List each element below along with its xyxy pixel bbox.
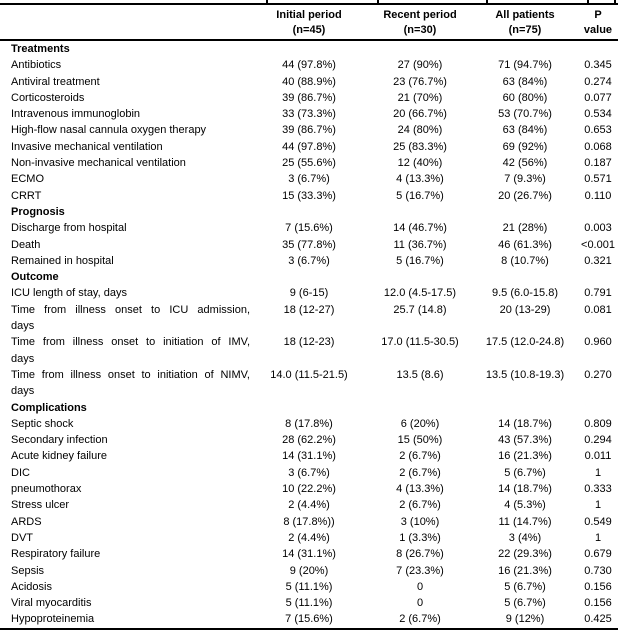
all-patients-value: 46 (61.3%) bbox=[498, 238, 552, 251]
initial-period-value: 7 (15.6%) bbox=[285, 613, 333, 626]
section-header-row bbox=[0, 400, 618, 416]
recent-period-value: 23 (76.7%) bbox=[393, 75, 447, 88]
initial-period-value: 3 (6.7%) bbox=[288, 254, 330, 267]
all-patients-value: 69 (92%) bbox=[502, 140, 548, 153]
row-label: Time from illness onset to initiation of NIMV, bbox=[11, 368, 250, 381]
recent-period-value: 11 (36.7%) bbox=[393, 238, 447, 251]
recent-period-value: 13.5 (8.6) bbox=[396, 368, 444, 381]
p-value: <0.001 bbox=[581, 238, 615, 251]
row-label: ICU length of stay, days bbox=[11, 287, 127, 300]
p-value: 0.081 bbox=[584, 303, 612, 316]
row-label: Secondary infection bbox=[11, 434, 108, 447]
section-title: Prognosis bbox=[11, 205, 65, 218]
table-row bbox=[0, 514, 618, 530]
row-label: Remained in hospital bbox=[11, 254, 114, 267]
all-patients-value: 14 (18.7%) bbox=[498, 483, 552, 496]
recent-period-value: 5 (16.7%) bbox=[396, 189, 444, 202]
initial-period-value: 10 (22.2%) bbox=[282, 483, 336, 496]
initial-period-value: 18 (12-27) bbox=[283, 303, 335, 316]
all-patients-value: 7 (9.3%) bbox=[504, 173, 546, 186]
initial-period-value: 14 (31.1%) bbox=[282, 450, 336, 463]
all-patients-value: 20 (26.7%) bbox=[498, 189, 552, 202]
initial-period-value: 7 (15.6%) bbox=[285, 222, 333, 235]
section-header-row bbox=[0, 269, 618, 285]
recent-period-value: 0 bbox=[416, 597, 424, 610]
initial-period-value: 39 (86.7%) bbox=[282, 124, 336, 137]
recent-period-value: 0 bbox=[416, 580, 424, 593]
recent-period-value: 25 (83.3%) bbox=[393, 140, 447, 153]
all-patients-value: 11 (14.7%) bbox=[498, 515, 552, 528]
recent-period-value: 2 (6.7%) bbox=[399, 466, 441, 479]
p-value: 0.960 bbox=[584, 336, 612, 349]
section-title: Outcome bbox=[11, 271, 59, 284]
p-value: 0.425 bbox=[584, 613, 612, 626]
all-patients-value: 5 (6.7%) bbox=[504, 597, 546, 610]
recent-period-value: 27 (90%) bbox=[397, 59, 443, 72]
table-row bbox=[0, 595, 618, 611]
row-label: Death bbox=[11, 238, 41, 251]
p-value: 0.003 bbox=[584, 222, 612, 235]
p-value: 1 bbox=[594, 466, 602, 479]
recent-period-value: 17.0 (11.5-30.5) bbox=[381, 336, 459, 349]
initial-period-value: 14.0 (11.5-21.5) bbox=[270, 368, 348, 381]
recent-period-value: 21 (70%) bbox=[397, 91, 443, 104]
row-label: Respiratory failure bbox=[11, 548, 101, 561]
initial-period-value: 5 (11.1%) bbox=[285, 597, 333, 610]
row-label: Time from illness onset to ICU admission, bbox=[11, 303, 250, 316]
all-patients-value: 16 (21.3%) bbox=[498, 450, 552, 463]
recent-period-value: 6 (20%) bbox=[400, 417, 440, 430]
section-title: Treatments bbox=[11, 43, 70, 55]
initial-period-value: 9 (6-15) bbox=[289, 287, 329, 300]
all-patients-value: 53 (70.7%) bbox=[498, 108, 552, 121]
initial-period-value: 3 (6.7%) bbox=[288, 466, 330, 479]
recent-period-value: 24 (80%) bbox=[397, 124, 443, 137]
initial-period-value: 2 (4.4%) bbox=[288, 531, 330, 544]
p-value: 0.791 bbox=[584, 287, 612, 300]
all-patients-value: 13.5 (10.8-19.3) bbox=[485, 368, 565, 381]
row-label: CRRT bbox=[11, 189, 42, 202]
table-row bbox=[0, 563, 618, 579]
all-patients-value: 63 (84%) bbox=[502, 75, 548, 88]
header-line1: All patients bbox=[495, 9, 555, 21]
recent-period-value: 1 (3.3%) bbox=[399, 531, 441, 544]
recent-period-value: 2 (6.7%) bbox=[399, 499, 441, 512]
p-value: 0.156 bbox=[584, 580, 612, 593]
recent-period-value: 2 (6.7%) bbox=[399, 450, 441, 463]
all-patients-value: 5 (6.7%) bbox=[504, 466, 546, 479]
header-line2: (n=45) bbox=[292, 23, 326, 36]
header-initial-period bbox=[250, 4, 368, 40]
table-row bbox=[0, 334, 618, 367]
section-title: Complications bbox=[11, 401, 87, 414]
row-label: Viral myocarditis bbox=[11, 597, 92, 610]
p-value: 0.270 bbox=[584, 368, 612, 381]
table-row bbox=[0, 367, 618, 400]
p-value: 0.333 bbox=[584, 483, 612, 496]
p-value: 0.068 bbox=[584, 140, 612, 153]
all-patients-value: 22 (29.3%) bbox=[498, 548, 552, 561]
initial-period-value: 44 (97.8%) bbox=[282, 59, 336, 72]
recent-period-value: 20 (66.7%) bbox=[393, 108, 447, 121]
table-row bbox=[0, 139, 618, 155]
initial-period-value: 15 (33.3%) bbox=[282, 189, 336, 202]
p-value: 0.077 bbox=[584, 91, 612, 104]
all-patients-value: 20 (13-29) bbox=[499, 303, 551, 316]
table-row bbox=[0, 90, 618, 106]
recent-period-value: 5 (16.7%) bbox=[396, 254, 444, 267]
header-line1: Recent period bbox=[383, 9, 457, 21]
row-label: Non-invasive mechanical ventilation bbox=[11, 157, 186, 170]
table-row bbox=[0, 497, 618, 513]
table-row bbox=[0, 74, 618, 90]
p-value: 1 bbox=[594, 531, 602, 544]
all-patients-value: 71 (94.7%) bbox=[498, 59, 552, 72]
table-row bbox=[0, 285, 618, 301]
p-value: 0.345 bbox=[584, 59, 612, 72]
initial-period-value: 9 (20%) bbox=[289, 564, 329, 577]
header-line1: P bbox=[594, 9, 602, 21]
section-header-row bbox=[0, 40, 618, 57]
table-row bbox=[0, 465, 618, 481]
recent-period-value: 7 (23.3%) bbox=[396, 564, 444, 577]
table-row bbox=[0, 171, 618, 187]
recent-period-value: 14 (46.7%) bbox=[393, 222, 447, 235]
recent-period-value: 4 (13.3%) bbox=[396, 173, 444, 186]
all-patients-value: 16 (21.3%) bbox=[498, 564, 552, 577]
header-row bbox=[0, 4, 618, 40]
header-empty-cell bbox=[0, 4, 250, 40]
row-label: High-flow nasal cannula oxygen therapy bbox=[11, 124, 207, 137]
p-value: 0.730 bbox=[584, 564, 612, 577]
all-patients-value: 3 (4%) bbox=[508, 531, 542, 544]
p-value: 0.294 bbox=[584, 434, 612, 447]
recent-period-value: 8 (26.7%) bbox=[396, 548, 444, 561]
initial-period-value: 8 (17.8%) bbox=[285, 417, 333, 430]
row-label-continued: days bbox=[11, 385, 35, 398]
recent-period-value: 15 (50%) bbox=[397, 434, 443, 447]
row-label-continued: days bbox=[11, 320, 35, 333]
row-label: ECMO bbox=[11, 173, 44, 186]
header-all-patients bbox=[472, 4, 578, 40]
initial-period-value: 44 (97.8%) bbox=[282, 140, 336, 153]
table-row bbox=[0, 155, 618, 171]
row-label: Hypoproteinemia bbox=[11, 613, 95, 626]
p-value: 0.011 bbox=[584, 450, 612, 463]
initial-period-value: 2 (4.4%) bbox=[288, 499, 330, 512]
p-value: 0.571 bbox=[584, 173, 612, 186]
all-patients-value: 21 (28%) bbox=[502, 222, 548, 235]
table-row bbox=[0, 237, 618, 253]
row-label: Corticosteroids bbox=[11, 91, 85, 104]
section-header-row bbox=[0, 204, 618, 220]
initial-period-value: 39 (86.7%) bbox=[282, 91, 336, 104]
all-patients-value: 42 (56%) bbox=[502, 157, 548, 170]
table-row bbox=[0, 302, 618, 335]
row-label: Invasive mechanical ventilation bbox=[11, 140, 163, 153]
header-recent-period bbox=[368, 4, 472, 40]
p-value: 0.187 bbox=[584, 157, 612, 170]
table-row bbox=[0, 106, 618, 122]
table-row bbox=[0, 188, 618, 204]
initial-period-value: 33 (73.3%) bbox=[282, 108, 336, 121]
row-label: Septic shock bbox=[11, 417, 74, 430]
p-value: 1 bbox=[594, 499, 602, 512]
p-value: 0.274 bbox=[584, 75, 612, 88]
table-row bbox=[0, 253, 618, 269]
recent-period-value: 4 (13.3%) bbox=[396, 483, 444, 496]
row-label: Antibiotics bbox=[11, 59, 62, 72]
p-value: 0.321 bbox=[584, 254, 612, 267]
recent-period-value: 25.7 (14.8) bbox=[393, 303, 447, 316]
header-line2: (n=30) bbox=[403, 23, 437, 36]
all-patients-value: 5 (6.7%) bbox=[504, 580, 546, 593]
initial-period-value: 18 (12-23) bbox=[283, 336, 335, 349]
p-value: 0.549 bbox=[584, 515, 612, 528]
row-label: Stress ulcer bbox=[11, 499, 70, 512]
all-patients-value: 9 (12%) bbox=[505, 613, 545, 626]
table-row bbox=[0, 416, 618, 432]
header-line2: (n=75) bbox=[508, 23, 542, 36]
initial-period-value: 14 (31.1%) bbox=[282, 548, 336, 561]
initial-period-value: 8 (17.8%)) bbox=[283, 515, 335, 528]
row-label: ARDS bbox=[11, 515, 42, 528]
p-value: 0.156 bbox=[584, 597, 612, 610]
initial-period-value: 35 (77.8%) bbox=[282, 238, 336, 251]
recent-period-value: 12 (40%) bbox=[397, 157, 443, 170]
initial-period-value: 3 (6.7%) bbox=[288, 173, 330, 186]
table-row bbox=[0, 530, 618, 546]
initial-period-value: 40 (88.9%) bbox=[282, 75, 336, 88]
initial-period-value: 5 (11.1%) bbox=[285, 580, 333, 593]
row-label: Intravenous immunoglobin bbox=[11, 108, 141, 121]
recent-period-value: 2 (6.7%) bbox=[399, 613, 441, 626]
p-value: 0.809 bbox=[584, 417, 612, 430]
all-patients-value: 4 (5.3%) bbox=[504, 499, 546, 512]
table-row bbox=[0, 481, 618, 497]
all-patients-value: 8 (10.7%) bbox=[501, 254, 549, 267]
row-label: Time from illness onset to initiation of IMV, bbox=[11, 336, 250, 349]
row-label-continued: days bbox=[11, 352, 35, 365]
row-label: DVT bbox=[11, 531, 33, 544]
p-value: 0.110 bbox=[584, 189, 612, 202]
row-label: DIC bbox=[11, 466, 30, 479]
table-row bbox=[0, 611, 618, 628]
table-row bbox=[0, 546, 618, 562]
all-patients-value: 14 (18.7%) bbox=[498, 417, 552, 430]
recent-period-value: 3 (10%) bbox=[400, 515, 440, 528]
all-patients-value: 63 (84%) bbox=[502, 124, 548, 137]
row-label: pneumothorax bbox=[11, 483, 82, 496]
row-label: Acidosis bbox=[11, 580, 52, 593]
all-patients-value: 43 (57.3%) bbox=[498, 434, 552, 447]
p-value: 0.653 bbox=[584, 124, 612, 137]
table-row bbox=[0, 220, 618, 236]
table-row bbox=[0, 122, 618, 138]
table-row bbox=[0, 448, 618, 464]
header-line1: Initial period bbox=[276, 9, 342, 21]
row-label: Acute kidney failure bbox=[11, 450, 107, 463]
table-row bbox=[0, 57, 618, 73]
initial-period-value: 28 (62.2%) bbox=[282, 434, 336, 447]
all-patients-value: 9.5 (6.0-15.8) bbox=[491, 287, 559, 300]
table-row bbox=[0, 432, 618, 448]
initial-period-value: 25 (55.6%) bbox=[282, 157, 336, 170]
table-row bbox=[0, 579, 618, 595]
all-patients-value: 17.5 (12.0-24.8) bbox=[485, 336, 565, 349]
data-table bbox=[0, 3, 618, 630]
row-label: Sepsis bbox=[11, 564, 45, 577]
p-value: 0.679 bbox=[584, 548, 612, 561]
row-label: Antiviral treatment bbox=[11, 75, 100, 88]
recent-period-value: 12.0 (4.5-17.5) bbox=[383, 287, 457, 300]
header-line2: value bbox=[583, 23, 613, 36]
all-patients-value: 60 (80%) bbox=[502, 91, 548, 104]
row-label: Discharge from hospital bbox=[11, 222, 127, 235]
p-value: 0.534 bbox=[584, 108, 612, 121]
header-p-value bbox=[578, 4, 618, 40]
